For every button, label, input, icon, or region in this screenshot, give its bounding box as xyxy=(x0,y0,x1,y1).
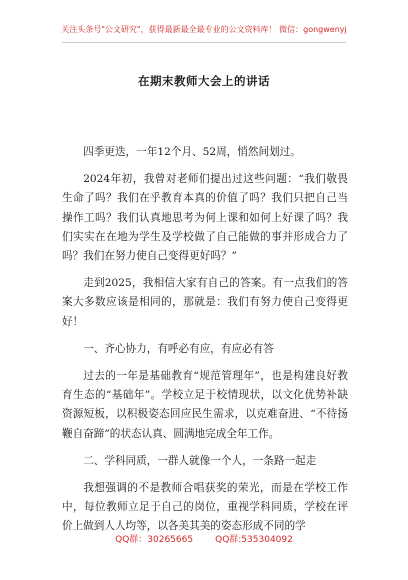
paragraph-section-2: 我想强调的不是教师合唱获奖的荣光，而是在学校工作中，每位教师立足于自己的岗位，重视学科同质，学校在评价上做到人人均等，以各美其美的姿态形成不同的学 xyxy=(62,482,348,533)
footer-contact xyxy=(0,534,408,546)
paragraph-intro: 四季更迭，一年12个月、52周，悄然间划过。 xyxy=(83,146,301,158)
section-heading-2: 二、学科同质，一群人就像一个人，一条路一起走 xyxy=(83,454,317,467)
header-banner: 关注头条号"公文研究"，获得最新最全最专业的公文资料库！ 微信：gongwenyj xyxy=(61,25,347,34)
paragraph-questions: 2024年初，我曾对老师们提出过这些问题：“我们敬畏生命了吗？我们在乎教育本真的价值了吗？我们只把自己当操作工吗？我们认真地思考为何上课和如何上好课了吗？我们实实在在地为学生及学校做了自己能做的事并形成合力了吗？我们在努力使自己变得更好吗？” xyxy=(62,173,348,263)
paragraph-answer: 走到2025，我相信大家有自己的答案。有一点我们的答案大多数应该是相同的，那就是：我们有努力使自己变得更好！ xyxy=(62,277,348,328)
document-body xyxy=(62,143,348,545)
section-heading-1: 一、齐心协力，有呼必有应，有应必有答 xyxy=(83,342,274,355)
footer-qq-group-2: QQ群:535304092 xyxy=(215,535,293,545)
paragraph-section-1: 过去的一年是基础教育“规范管理年”，也是构建良好教育生态的“基础年”。学校立足于校情现状，以文化优势补缺资源短板，以积极姿态回应民生需求，以克难奋进、“不待扬鞭自奋蹄”的状态认真、圆满地完成全年工作。 xyxy=(62,370,348,440)
document-title: 在期末教师大会上的讲话 xyxy=(138,74,270,88)
header-divider xyxy=(62,42,346,43)
footer-qq-group-1: QQ群：30265665 xyxy=(115,535,194,545)
